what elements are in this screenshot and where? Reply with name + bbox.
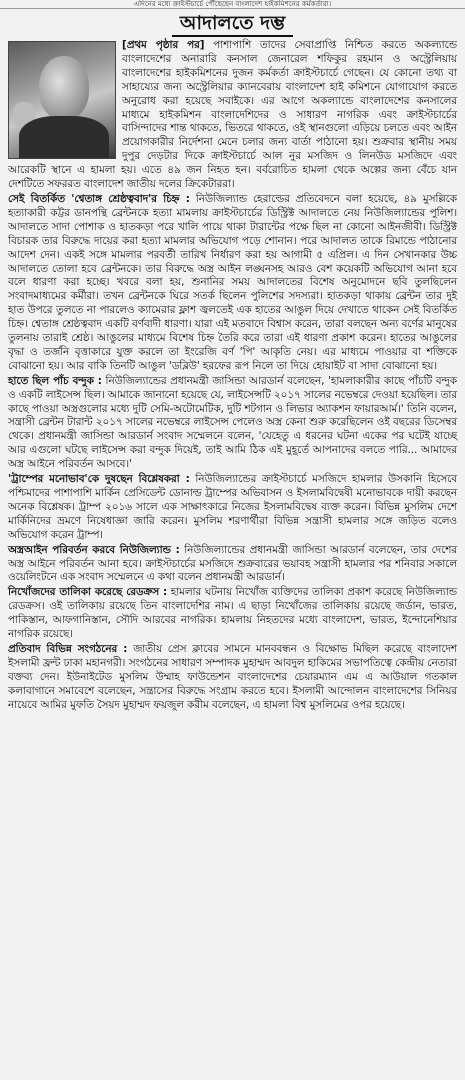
shooter-portrait-photo bbox=[8, 41, 116, 159]
photo-face bbox=[39, 56, 89, 120]
section-protests bbox=[8, 643, 457, 713]
photo-body bbox=[19, 116, 109, 159]
previous-article-strip: এদিনের মধ্যে ক্রাইস্টচার্চে পৌঁছেছেন বাংলাদেশ হাইকমিশনের কর্মকর্তারা। bbox=[0, 0, 465, 9]
intro-kicker: [প্রথম পৃষ্ঠার পর] bbox=[122, 39, 205, 51]
section-text: হামলার ঘটনায় নিখোঁজ ব্যক্তিদের তালিকা প্রকাশ করেছে নিউজিল্যান্ড রেডক্রস। ওই তালিকায় রয়েছে তিন বাংলাদেশির নাম। এ ছাড়া নিখোঁজের তালিকায় রয়েছে জর্ডান, ভারত, পাকিস্তান, আফগানিস্তান, সৌদি আরবের নাগরিক। হামলায় নিহতদের মধ্যে বাংলাদেশ, ভারত, ইন্দোনেশিয়ার নাগরিক রয়েছে। bbox=[8, 586, 457, 641]
section-text: নিউজিল্যান্ডের ক্রাইস্টচার্চে মসজিদে হামলার উসকানি হিসেবে পশ্চিমাদের পাশাপাশি মার্কিন প্রেসিডেন্ট ডোনাল্ড ট্রাম্পের অভিবাসন ও ইসলামবিদ্বেষী মনোভাবকে দায়ী করছেন অনেক বিশ্লেষক। ট্রাম্প ২০১৬ সালে এক সাক্ষাৎকারে নিজের ইসলামবিদ্বেষ ব্যক্ত করেন। বিভিন্ন মুসলিম দেশে মার্কিনিদের ভ্রমণে নিষেধাজ্ঞা জারি করেন। মুসলিম শরণার্থীরা বিভিন্ন সন্ত্রাসী হামলার সঙ্গে জড়িত বলেও অভিযোগ করেন ট্রাম্প। bbox=[8, 473, 457, 541]
intro-text: পাশাপাশি তাদের সেবাপ্রাপ্তি নিশ্চিত করতে অকল্যান্ডে বাংলাদেশের অনারারি কনসাল জেনারেল শফিকুর রহমান ও অস্ট্রেলিয়ায় বাংলাদেশের হাইকমিশনের দুজন কর্মকর্তা ক্রাইস্টচার্চে গেছেন। যে কোনো তথ্য বা সাহায্যের জন্য অস্ট্রেলিয়ার ক্যানবেরায় বাংলাদেশ হাই কমিশনে যোগাযোগ করতে অনুরোধ করা হয়েছে সবাইকে। এর আগে অকল্যান্ডে বাংলাদেশের কনসালের মাধ্যমে হাইকমিশন বাংলাদেশিদের ও সাধারণ নাগরিক এবং ক্রাইস্টচার্চের বাসিন্দাদের শান্ত থাকতে, ভিতরে থাকতে, ওই স্থানগুলো এড়িয়ে চলতে এবং আইন প্রয়োগকারীর নির্দেশনা মেনে চলার জন্য বার্তা পাঠানো হয়। শুক্রবার স্থানীয় সময় দুপুর দেড়টার দিকে ক্রাইস্টচার্চে আল নুর মসজিদ ও লিনউড মসজিদে এবং আরেকটি স্থানে এ হামলা হয়। এতে ৪৯ জন নিহত হন। বর্বরোচিত হামলা থেকে অল্পের জন্য বেঁচে যান দেশটিতে সফররত বাংলাদেশ জাতীয় দলের ক্রিকেটাররা। bbox=[8, 39, 458, 191]
article-body bbox=[0, 39, 465, 713]
section-kicker: নিখোঁজদের তালিকা করেছে রেডক্রস : bbox=[8, 586, 168, 599]
section-missing-list bbox=[8, 586, 457, 642]
section-five-guns bbox=[8, 375, 457, 472]
section-kicker: 'ট্রাম্পের মনোভাব'কে দুষছেন বিশ্লেষকরা : bbox=[8, 473, 190, 486]
section-text: জাতীয় প্রেস ক্লাবের সামনে মানববন্ধন ও বিক্ষোভ মিছিল করেছে বাংলাদেশ ইসলামী ফ্রন্ট ঢাকা মহানগরী। সংগঠনের সাধারণ সম্পাদক মুহাম্মদ আবদুল হাকিমের সভাপতিত্বে কেন্দ্রীয় নেতারা বক্তব্য দেন। ইউনাইটেড মুসলিম উম্মাহ ফাউন্ডেশন বাংলাদেশের চেয়ারম্যান এম এ আউয়াল গতকাল কলাবাগানে সমাবেশে বলেছেন, সন্ত্রাসের বিরুদ্ধে সংগ্রাম করতে হবে। ইসলামী আন্দোলন বাংলাদেশের সিনিয়র নায়েবে আমির মুফতি সৈয়দ মুহাম্মদ ফয়জুল করীম বলেছেন, এ হামলা বিশ্ব মুসলিমের ওপর হয়েছে। bbox=[8, 642, 457, 711]
section-trump-attitude bbox=[8, 473, 457, 543]
section-kicker: প্রতিবাদ বিভিন্ন সংগঠনের : bbox=[8, 642, 128, 655]
section-text: নিউজিল্যান্ডের প্রধানমন্ত্রী জাসিন্ডা আরডার্ন বলেছেন, 'হামলাকারীর কাছে পাঁচটি বন্দুক ও একটি লাইসেন্স ছিল। আমাকে জানানো হয়েছে যে, লাইসেন্সটি ২০১৭ সালের নভেম্বরে দেওয়া হয়েছিল। তার কাছে পাওয়া অস্ত্রগুলোর মধ্যে দুটি সেমি-অটোমেটিক, দুটি শটগান ও লিভার অ্যাকশন ফায়ারআর্ম।' তিনি বলেন, সন্ত্রাসী ব্রেন্টন টারান্ট ২০১৭ সালের নভেম্বরে লাইসেন্স পেলেও অস্ত্র কেনা শুরু করেছিলেন ওই বছরের ডিসেম্বর থেকে। প্রধানমন্ত্রী জাসিন্ডা আরডার্ন সংবাদ সম্মেলনে বলেন, 'যেহেতু এ ধরনের ঘটনা একের পর ঘটেই যাচ্ছে আর এগুলো ঘটছে লাইসেন্স করা বন্দুক দিয়েই, তাই আমি ঠিক এই মুহূর্তে আপনাদের বলতে পারি... আমাদের অস্ত্র আইনে পরিবর্তন আসবে।' bbox=[8, 374, 457, 471]
section-text: নিউজিল্যান্ডের প্রধানমন্ত্রী জাসিন্ডা আরডার্ন বলেছেন, তার দেশের অস্ত্র আইনে পরিবর্তন আনা হবে। ক্রাইস্টচার্চের মসজিদে শুক্রবারের ভয়াবহ সন্ত্রাসী হামলার পর শনিবার সকালে ওয়েলিংটনে এক সংবাদ সম্মেলনে এ কথা বলেন প্রধানমন্ত্রী আরডার্ন। bbox=[8, 543, 457, 584]
headline-text: আদালতে দম্ভ bbox=[172, 11, 293, 37]
section-kicker: সেই বিতর্কিত 'শ্বেতাঙ্গ শ্রেষ্ঠত্ববাদ'র চিহ্ন : bbox=[8, 192, 190, 205]
section-white-supremacy-sign bbox=[8, 193, 457, 374]
section-text: নিউজিল্যান্ড হেরাল্ডের প্রতিবেদনে বলা হয়েছে, ৪৯ মুসল্লিকে হত্যাকারী কট্টর ডানপন্থি ব্রেন্টনকে হত্যা মামলায় ক্রাইস্টচার্চের ডিস্ট্রিক্ট আদালতে নেয় নিউজিল্যান্ডের পুলিশ। আদালতে সাদা পোশাক ও হাতকড়া পরে খালি পায়ে থাকা টারান্টের পক্ষে ছিল না কোনো আইনজীবী। ডিস্ট্রিক্ট বিচারক তার বিরুদ্ধে দায়ের করা হত্যা মামলার অভিযোগ পড়ে শোনান। পরে আদালত তাকে রিমান্ডে পাঠানোর আদেশ দেন। একই সঙ্গে মামলার পরবর্তী তারিখ নির্ধারণ করা হয় আগামী ৫ এপ্রিল। এ দিন সেখানকার উচ্চ আদালতে তোলা হবে ব্রেন্টনকে। তার বিরুদ্ধে অস্ত্র আইন লঙ্ঘনসহ আরও বেশ কয়েকটি অভিযোগ আনা হবে বলে ধারণা করা হচ্ছে। খবরে বলা হয়, শুনানির সময় আদালতের বিশেষ অনুমোদনে ছবি তুলছিলেন সংবাদমাধ্যমের কর্মীরা। তখন ব্রেন্টনকে ঘিরে সতর্ক ছিলেন পুলিশের সদস্যরা। হাতকড়া থাকায় ব্রেন্টন তার দুই হাত উপরে তুলতে না পারলেও ক্যামেরার ফ্লাশ জ্বলতেই এক হাতের আঙুল দিয়ে দেখাতে থাকেন সেই বিতর্কিত চিহ্ন। শ্বেতাঙ্গ শ্রেষ্ঠত্ববাদ একটি বর্ণবাদী ধারণা। যারা এই মতবাদে বিশ্বাস করেন, তারা বলছেন অন্য বর্ণের মানুষের তুলনায় তারাই শ্রেষ্ঠ। আঙুলের মাধ্যমে বিশেষ চিহ্ন তৈরি করে তারা এই ধারণা প্রকাশ করেন। হাতের আঙুলের বৃদ্ধা ও তর্জনি বৃত্তাকারে যুক্ত করলে তা ইংরেজি বর্ণ 'পি' আকৃতি নেয়। এর মাধ্যমে পাওয়ার বা শক্তিকে বোঝানো হয়। আর বাকি তিনটি আঙুল 'ডব্লিউ' হরফের রূপ নিলে তা দিয়ে হোয়াইট বা সাদা বোঝানো হয়। bbox=[8, 192, 457, 372]
headline bbox=[0, 11, 465, 37]
section-gun-law-change bbox=[8, 544, 457, 586]
section-kicker: হাতে ছিল পাঁচ বন্দুক : bbox=[8, 374, 102, 387]
section-kicker: অস্ত্রআইন পরিবর্তন করবে নিউজিল্যান্ড : bbox=[8, 543, 180, 556]
